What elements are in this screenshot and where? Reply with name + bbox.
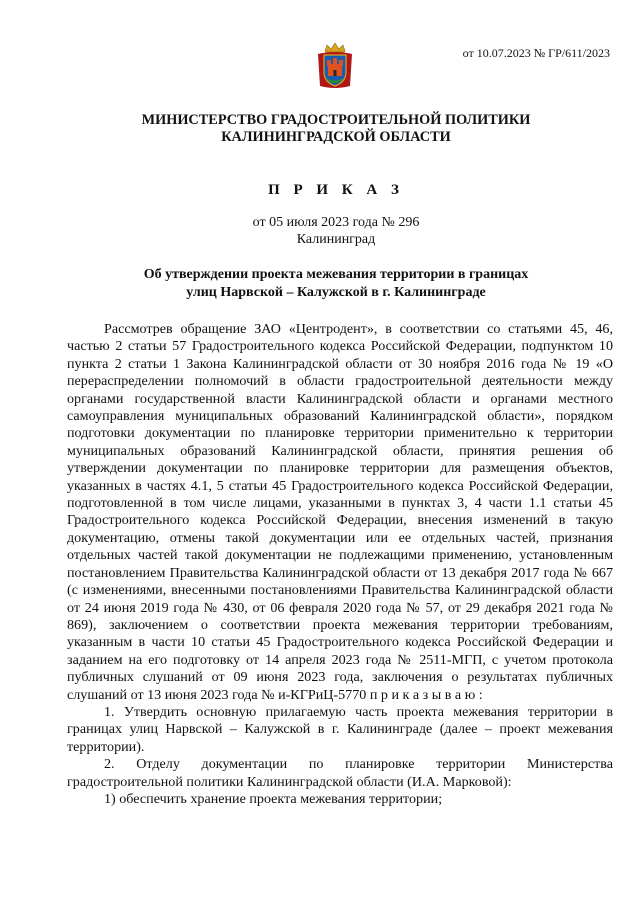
ministry-name-line1: МИНИСТЕРСТВО ГРАДОСТРОИТЕЛЬНОЙ ПОЛИТИКИ (141, 112, 531, 128)
document-type: П Р И К А З (268, 182, 404, 198)
document-body (67, 321, 613, 808)
registration-number: от 10.07.2023 № ГР/611/2023 (462, 46, 610, 60)
ministry-name (70, 112, 602, 146)
body-preamble-paragraph: Рассмотрев обращение ЗАО «Центродент», в соответствии со статьями 45, 46, частью 2 статьи 57 Градостроительного кодекса Российской Федерации, подпунктом 10 пункта 2 статьи 1 Закона Калининградской области от 30 ноября 2016 года № 19 «О перераспределении полномочий в области градостроительной деятельности между органами государственной власти Калининградской области и органами местного самоуправления муниципальных образований Калининградской области», порядком подготовки документации по планировке территории применительно к территории муниципальных образований Калининградской области, принятия решения об утверждении документации по планировке территории для размещения объектов, указанных в частях 4.1, 5 статьи 45 Градостроительного кодекса Российской Федерации, подготовленной в том числе лицами, указанными в пунктах 3, 4 части 1.1 статьи 45 Градостроительного кодекса Российской Федерации, внесения изменений в такую документацию, отмены такой документации или ее отдельных частей, признания отдельных частей такой документации не подлежащими применению, установленным постановлением Правительства Калининградской области от 13 декабря 2017 года № 667 (с изменениями, внесенными постановлениями Правительства Калининградской области от 24 июня 2019 года № 430, от 06 февраля 2020 года № 57, от 29 декабря 2021 года № 869), заключением о соответствии проекта межевания территории требованиям, указанным в части 10 статьи 45 Градостроительного кодекса Российской Федерации и заданием на его подготовку от 14 апреля 2023 года № 2511-МГП, с учетом протокола публичных слушаний от 09 июня 2023 года, заключения о результатах публичных слушаний от 13 июня 2023 года № и-КГРиЦ-5770 п р и к а з ы в а ю : (67, 321, 613, 703)
body-item-1: 1. Утвердить основную прилагаемую часть проекта межевания территории в границах улиц Нарвской – Калужской в г. Калининграде (далее – проект межевания территории). (67, 703, 613, 755)
document-subject-line1: Об утверждении проекта межевания территории в границах (143, 267, 529, 282)
body-item-2: 2. Отделу документации по планировке территории Министерства градостроительной политики Калининградской области (И.А. Марковой): (67, 756, 613, 790)
body-item-2-sub-1: 1) обеспечить хранение проекта межевания территории; (104, 790, 443, 807)
kaliningrad-coat-of-arms-icon (315, 42, 355, 90)
document-date-place (70, 214, 602, 248)
document-city: Калининград (296, 232, 376, 247)
document-date-number: от 05 июля 2023 года № 296 (252, 215, 420, 230)
document-subject (70, 266, 602, 301)
document-subject-line2: улиц Нарвской – Калужской в г. Калининграде (186, 284, 486, 300)
ministry-name-line2: КАЛИНИНГРАДСКОЙ ОБЛАСТИ (221, 129, 451, 145)
